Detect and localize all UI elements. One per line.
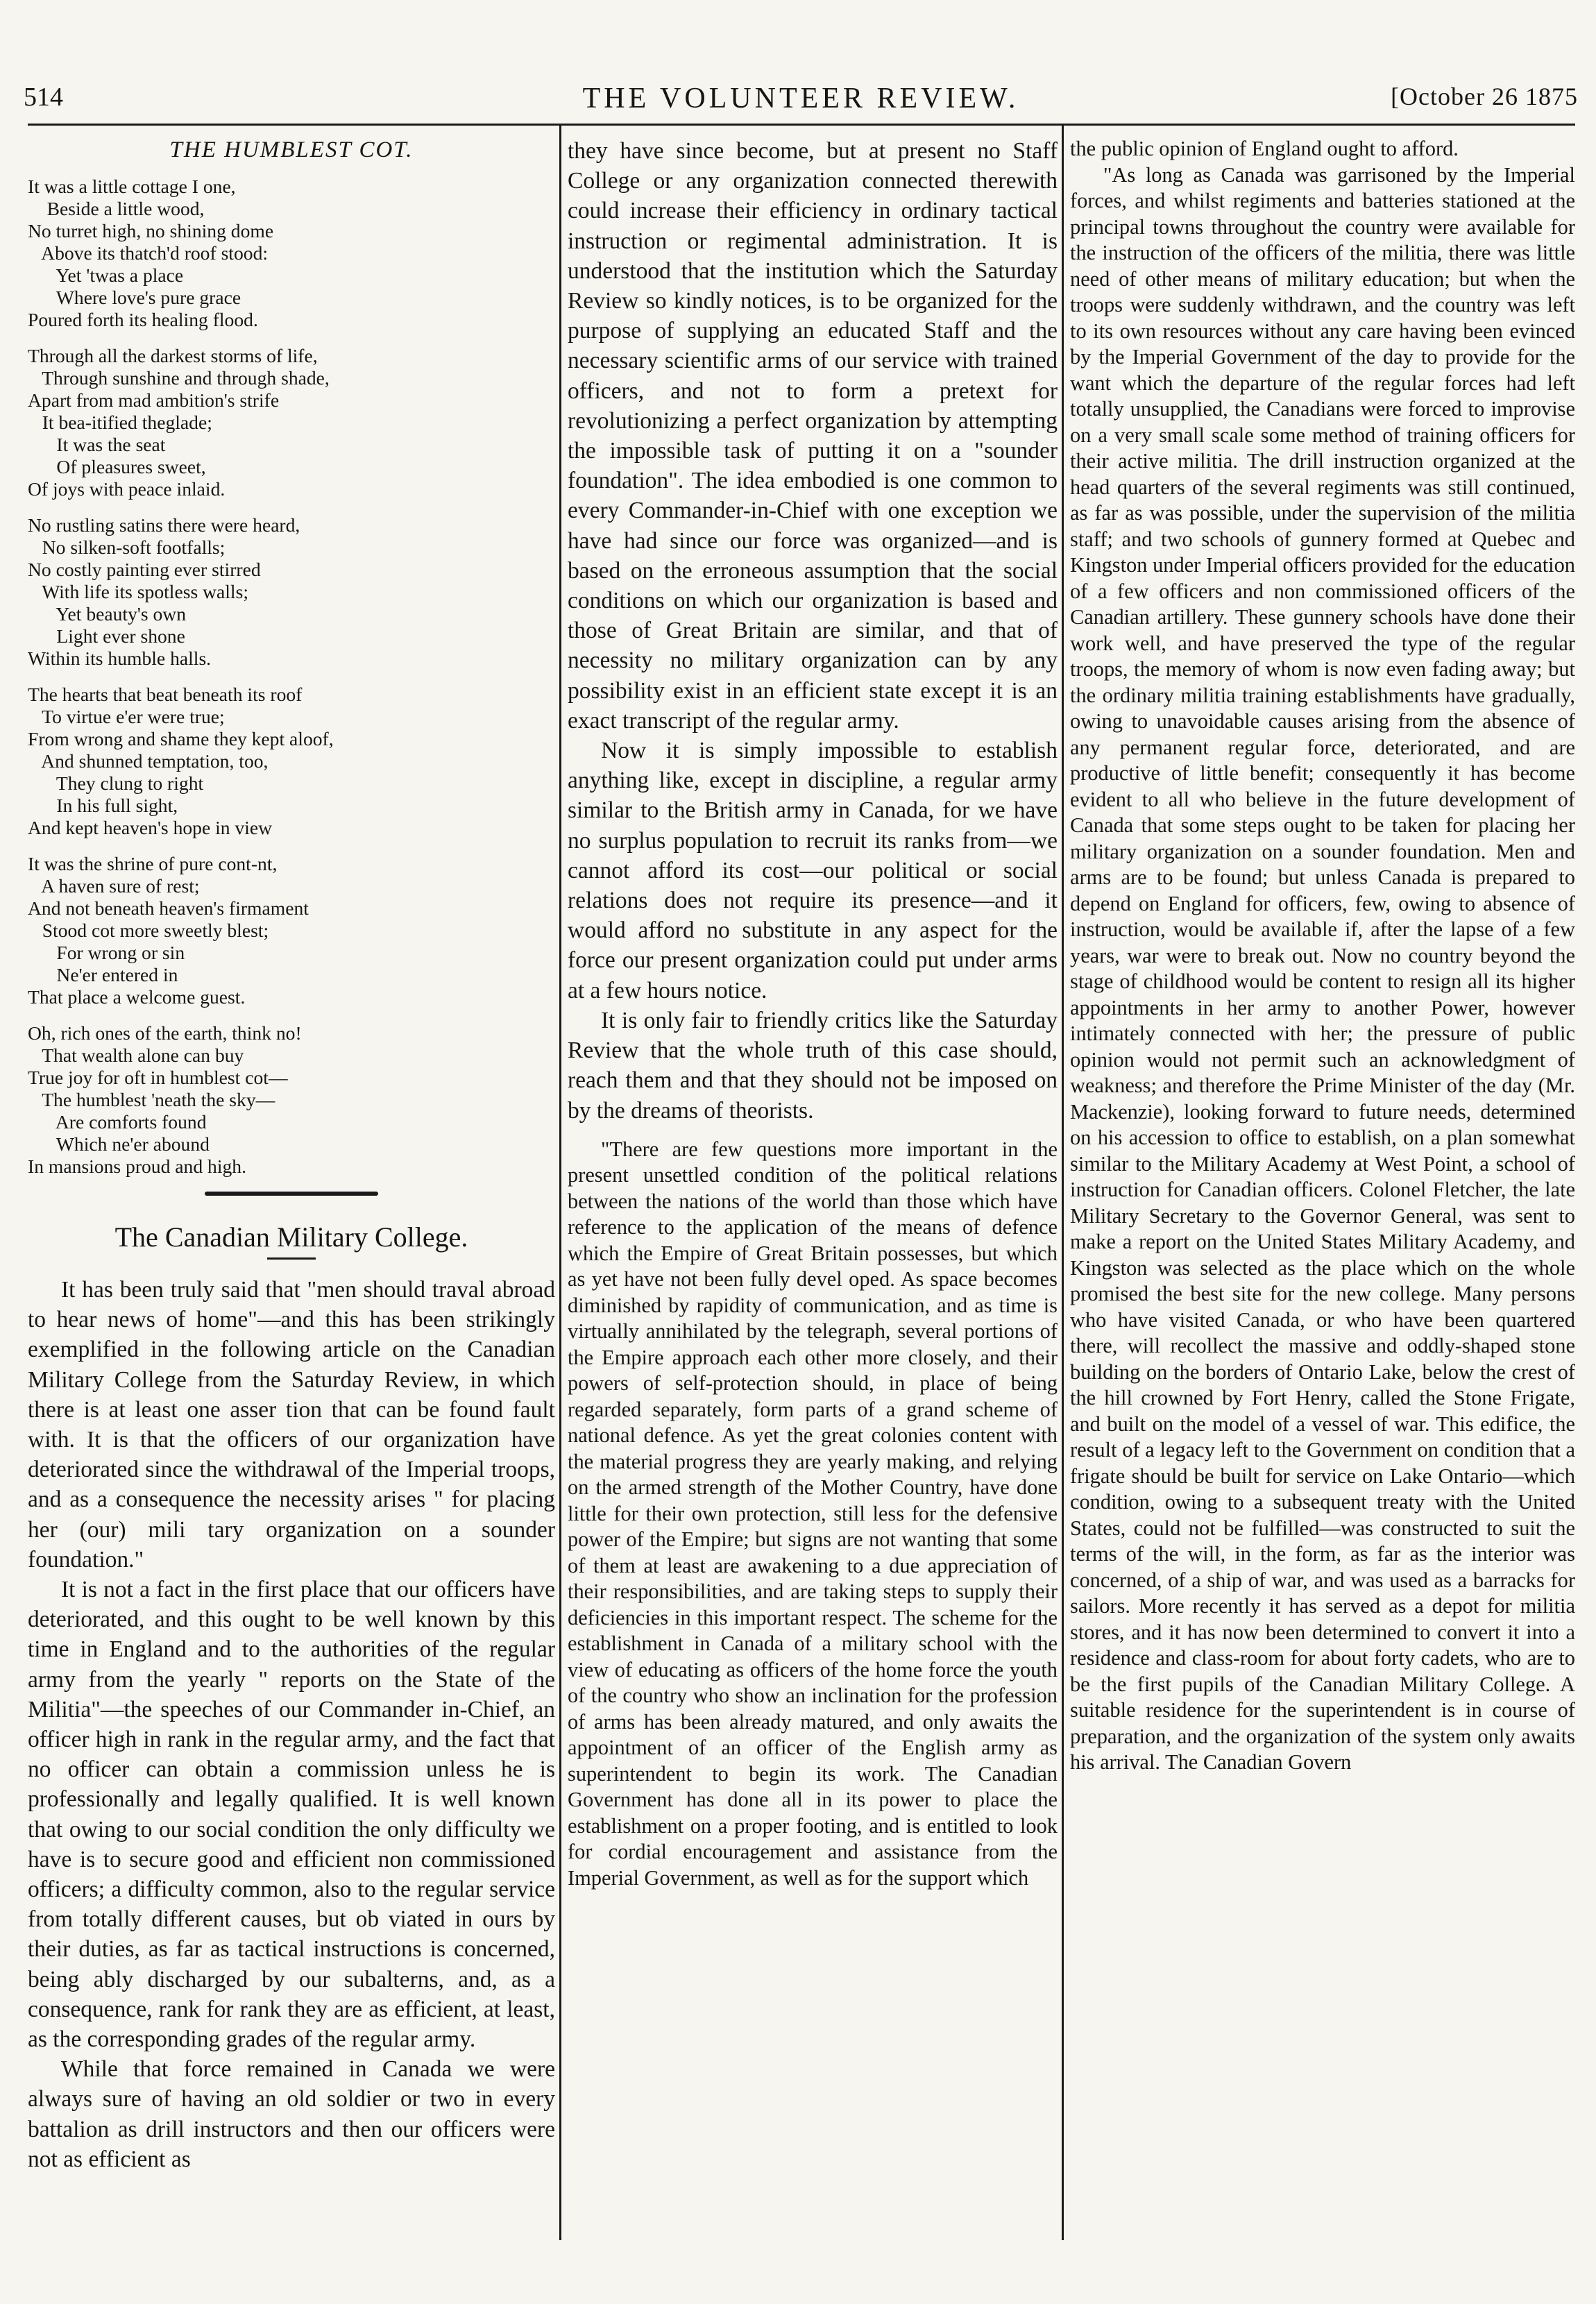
poem-stanza: No rustling satins there were heard, No silken-soft footfalls; No costly painting ever stirred With life its spotless walls; Yet beauty's own Light ever shone Within its humble halls. (28, 514, 300, 669)
title-dash (267, 1257, 316, 1260)
poem-stanza: It was a little cottage I one, Beside a little wood, No turret high, no shining dome Above its thatch'd roof stood: Yet 'twas a place Where love's pure grace Poured forth its healing flood. (28, 176, 274, 330)
quoted-paragraph: "There are few questions more important in the present unsettled condition of the political relations between the nations of the world than those which have reference to the application of the means of defence which the Empire of Great Britain possesses, but which as yet have not been fully devel oped. As space becomes diminished by rapidity of communication, and as time is virtually annihilated by the telegraph, several portions of the Empire approach each other more closely, and their powers of self-protection should, in place of being regarded separately, form parts of a grand scheme of national defence. As yet the great colonies content with the material progress they are yearly making, and relying on the armed strength of the Mother Country, have done little for their own protection, still less for the defensive power of the Empire; but signs are not wanting that some of them at least are awakening to a due appreciation of their responsibilities, and are taking steps to supply their deficiencies in this important respect. The scheme for the establishment in Canada of a military school with the view of educating as officers of the home force the youth of the country who show an inclination for the profession of arms has been already matured, and only awaits the appointment of an officer of the English army as superintendent to begin its work. The Canadian Government has done all in its power to place the establishment on a proper footing, and is entitled to look for cordial encouragement and assistance from the Imperial Government, as well as for the support which (568, 1137, 1058, 1890)
column-1 (28, 136, 555, 2174)
poem-stanza: It was the shrine of pure cont-nt, A haven sure of rest; And not beneath heaven's firmament Stood cot more sweetly blest; For wrong or sin Ne'er entered in That place a welcome guest. (28, 853, 309, 1008)
poem-stanza: Oh, rich ones of the earth, think no! That wealth alone can buy True joy for oft in humblest cot— The humblest 'neath the sky— Are comforts found Which ne'er abound In mansions proud and high. (28, 1022, 302, 1177)
poem-stanza: The hearts that beat beneath its roof To virtue e'er were true; From wrong and shame they kept aloof, And shunned temptation, too, They clung to right In his full sight, And kept heaven's hope in view (28, 684, 334, 838)
quoted-paragraph: the public opinion of England ought to afford. (1070, 137, 1459, 160)
page-header (24, 82, 1578, 126)
issue-date: [October 26 1875 (1391, 83, 1578, 110)
quoted-paragraph: "As long as Canada was garrisoned by the Imperial forces, and whilst regiments and batteries stationed at the principal towns throughout the country were available for the instruction of the officers of the militia, there was little need of other means of military education; but when the troops were suddenly withdrawn, and the country was left to its own resources without any care having been evinced by the Imperial Government of the day to provide for the want which the departure of the regular forces had left totally unsupplied, the Canadians were forced to improvise on a very small scale some method of training officers for their active militia. The drill instruction organized at the head quarters of the several regiments was still continued, as far as was possible, under the supervision of the militia staff; and two schools of gunnery formed at Quebec and Kingston under Imperial officers provided for the education of a few officers and non commissioned officers of the Canadian artillery. These gunnery schools have done their work well, and have preserved the type of the regular troops, the memory of whom is now even fading away; but the ordinary militia training establishments have gradually, owing to unavoidable causes arising from the absence of any permanent regular force, deteriorated, and are productive of little benefit; consequently it has become evident to all who believe in the future development of Canada that some steps ought to be taken for placing her military organization on a sounder foundation. Men and arms are to be found; but unless Canada is prepared to depend on England for officers, few, owing to absence of instruction, would be available if, after the lapse of a few years, war were to break out. Now no country beyond the stage of childhood would be content to resign all its higher appointments in her army to another Power, however intimately connected with her; the pressure of public opinion would not permit such an acknowledgment of weakness; and therefore the Prime Minister of the day (Mr. Mackenzie), looking forward to future needs, determined on his accession to office to establish, on a plan somewhat similar to the Military Academy at West Point, a school of instruction for Canadian officers. Colonel Fletcher, the late Military Secretary to the Governor General, was sent to make a report on the United States Military Academy, and Kingston was selected as the place which on the whole promised the best site for the new college. Many persons who have visited Canada, or who have been quartered there, will recollect the massive and oddly-shaped stone building on the borders of Ontario Lake, below the crest of the hill crowned by Fort Henry, called the Stone Frigate, and built on the model of a vessel of war. This edifice, the result of a legacy left to the Government on condition that a frigate should be built for service on Lake Ontario—which condition, owing to a subsequent treaty with the United States, could not be fulfilled—was constructed to suit the terms of the will, in the form, as far as the interior was concerned, of a ship of war, and was used as a barracks for sailors. More recently it has served as a depot for militia stores, and it has now been determined to convert it into a residence and class-room for about forty cadets, who are to be the first pupils of the Canadian Military College. A suitable residence for the superintendent is in course of preparation, and the organization of the system only awaits his arrival. The Canadian Govern (1070, 162, 1575, 1774)
masthead-title: THE VOLUNTEER REVIEW. (582, 83, 1019, 115)
article-paragraph: While that force remained in Canada we were always sure of having an old soldier or two in every battalion as drill instructors and then our officers were not as efficient as (28, 2056, 555, 2172)
article-paragraph: they have since become, but at present no Staff College or any organization connected therewith could increase their efficiency in ordinary tactical instruction or regimental administration. It is understood that the institution which the Saturday Review so kindly notices, is to be organized for the purpose of supplying an educated Staff and the necessary scientific arms of our service with trained officers, and not to form a pretext for revolutionizing a perfect organization by attempting the impossible task of putting it on a "sounder foundation". The idea embodied is one common to every Commander-in-Chief with one exception we have had since our force was organized—and is based on the erroneous assumption that the social conditions on which our organization is based and those of Great Britain are similar, and that of necessity no military organization can by any possibility exist in an efficient state except it is an exact transcript of the regular army. (568, 138, 1058, 734)
column-2 (568, 136, 1058, 1891)
article-title: The Canadian Military College. (114, 1221, 468, 1253)
article-paragraph: Now it is simply impossible to establish anything like, except in discipline, a regular army similar to the British army in Canada, for we have no surplus population to recruit its ranks from—we cannot afford its cost—our political or social relations does not require its presence—and it would afford no substitute in any aspect for the force our present organization could put under arms at a few hours notice. (568, 738, 1058, 1003)
column-rule-2 (1062, 125, 1064, 2240)
article-paragraph: It is only fair to friendly critics like the Saturday Review that the whole truth of this case should, reach them and that they should not be imposed on by the dreams of theorists. (568, 1007, 1058, 1124)
header-rule (28, 124, 1575, 126)
column-3 (1070, 136, 1575, 1776)
article-paragraph: It is not a fact in the first place that our officers have deteriorated, and this ought to be well known by this time in England and to the authorities of the regular army from the yearly " reports on the State of the Militia"—the speeches of our Commander in-Chief, an officer high in rank in the regular army, and the fact that no officer can obtain a commission unless he is professionally and legally qualified. It is well known that owing to our social condition the only difficulty we have is to secure good and efficient non commissioned officers; a difficulty common, also to the regular service from totally different causes, but ob viated in ours by their duties, as far as tactical instructions is concerned, being ably discharged by our subalterns, and, as a consequence, rank for rank they are as efficient, at least, as the corresponding grades of the regular army. (28, 1577, 555, 2053)
section-ornament (205, 1192, 378, 1196)
poem-title: THE HUMBLEST COT. (169, 137, 414, 162)
quoted-article (568, 1137, 1058, 1892)
poem-stanza: Through all the darkest storms of life, Through sunshine and through shade, Apart from mad ambition's strife It bea-itified theglade; It was the seat Of pleasures sweet, Of joys with peace inlaid. (28, 345, 330, 500)
column-rule-1 (559, 125, 561, 2240)
page-number: 514 (24, 83, 63, 112)
article-paragraph: It has been truly said that "men should traval abroad to hear news of home"—and this has been strikingly exemplified in the following article on the Canadian Military College from the Saturday Review, in which there is at least one asser tion that can be found fault with. It is that the officers of our organization have deteriorated since the withdrawal of the Imperial troops, and as a consequence the necessity arises " for placing her (our) mili tary organization on a sounder foundation." (28, 1277, 555, 1573)
